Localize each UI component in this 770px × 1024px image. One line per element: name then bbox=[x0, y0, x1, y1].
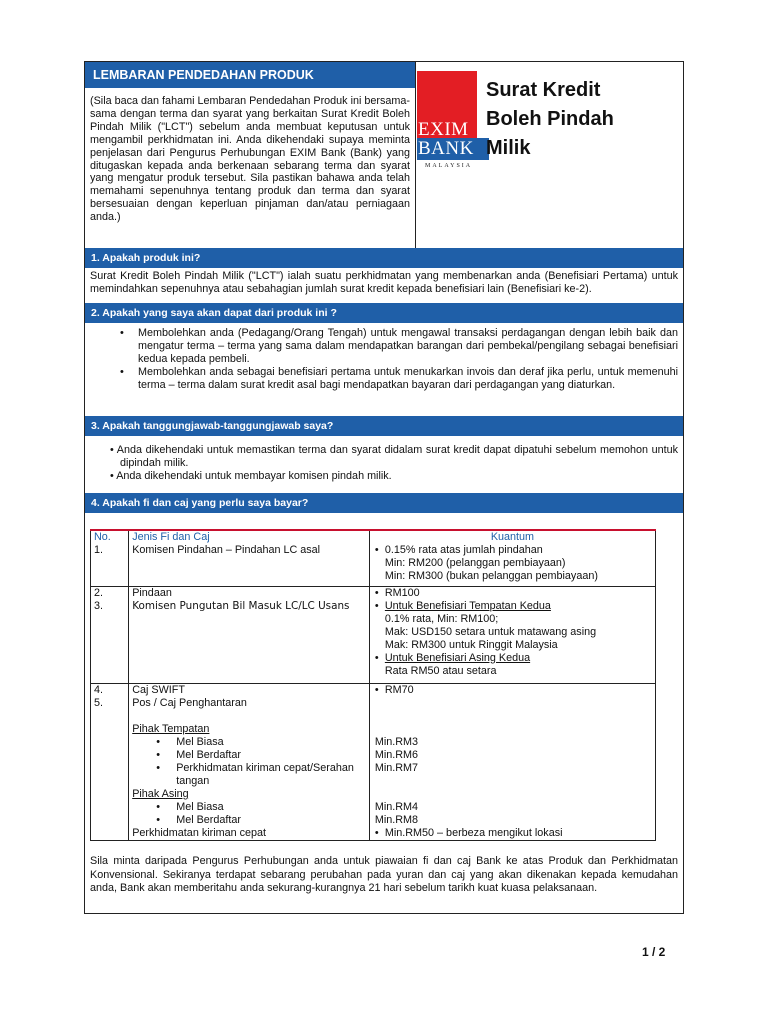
table-cell: Min.RM6 bbox=[374, 749, 419, 761]
table-cell: Min.RM7 bbox=[374, 762, 419, 774]
table-cell: • Mel Berdaftar bbox=[132, 749, 366, 762]
table-cell: Pindaan bbox=[132, 587, 172, 599]
table-cell: Mak: USD150 setara untuk matawang asing bbox=[384, 626, 597, 638]
table-cell: • Perkhidmatan kiriman cepat/Serahan tangan bbox=[132, 762, 366, 788]
table-cell: 0.1% rata, Min: RM100; bbox=[384, 613, 499, 625]
header-left bbox=[85, 62, 415, 248]
table-cell: Pihak Tempatan bbox=[132, 723, 210, 735]
table-cell: 5. bbox=[94, 697, 104, 709]
logo-text-exim: EXIM bbox=[418, 119, 469, 140]
table-cell: • Mel Biasa bbox=[132, 801, 366, 814]
section-4-heading: 4. Apakah fi dan caj yang perlu saya bayar? bbox=[85, 493, 683, 513]
sheet-description: (Sila baca dan fahami Lembaran Pendedahan Produk ini bersama-sama dengan terma dan syarat yang berkaitan Surat Kredit Boleh Pindah Milik ("LCT") sebelum anda membuat keputusan untuk mengambil perkhidmatan ini. Anda dikehendaki supaya meminta penjelasan dari Pengurus Perhubungan EXIM Bank (Bank) yang ditugaskan kepada anda berkenaan sebarang terma dan syarat yang mengatur produk tersebut. Sila pastikan bahawa anda telah memahami sepenuhnya tentang produk dan terma dan syarat bersesuaian dengan keperluan pinjaman dan/atau perniagaan anda.) bbox=[90, 95, 410, 224]
table-cell: Pihak Asing bbox=[132, 788, 189, 800]
table-cell: 4. bbox=[94, 684, 104, 696]
exim-bank-logo bbox=[417, 71, 477, 169]
table-cell: Perkhidmatan kiriman cepat bbox=[132, 827, 267, 839]
table-cell: Min: RM300 (bukan pelanggan pembiayaan) bbox=[384, 570, 598, 582]
list-item: • Membolehkan anda (Pedagang/Orang Tengah) untuk mengawal transaksi perdagangan dengan lebih baik dan mengatur terma – terma yang sama dalam mendapatkan barangan dari pembekal/pengilang sebagai benefisiari kedua kepada pembeli. bbox=[90, 327, 678, 366]
table-cell: • Mel Berdaftar bbox=[132, 814, 366, 827]
page-number: 1 / 2 bbox=[642, 945, 666, 959]
table-cell: Mak: RM300 untuk Ringgit Malaysia bbox=[384, 639, 558, 651]
col-amount-header: Kuantum bbox=[490, 531, 535, 543]
table-cell: Rata RM50 atau setara bbox=[384, 665, 497, 677]
list-item: • Anda dikehendaki untuk membayar komisen pindah milik. bbox=[90, 470, 678, 483]
table-cell: • Mel Biasa bbox=[132, 736, 366, 749]
table-cell: • RM70 bbox=[373, 684, 652, 697]
section-2-body bbox=[90, 327, 678, 392]
product-title-line-2: Boleh Pindah bbox=[486, 108, 614, 130]
section-3-heading: 3. Apakah tanggungjawab-tanggungjawab saya? bbox=[85, 416, 683, 436]
table-row bbox=[91, 587, 656, 684]
table-cell: Min.RM3 bbox=[374, 736, 419, 748]
product-title-line-1: Surat Kredit bbox=[486, 79, 601, 101]
table-cell: • 0.15% rata atas jumlah pindahan bbox=[373, 544, 652, 557]
section-1-heading: 1. Apakah produk ini? bbox=[85, 248, 683, 268]
table-cell: Komisen Pungutan Bil Masuk LC/LC Usans bbox=[132, 600, 350, 612]
table-cell: 2. bbox=[94, 587, 104, 599]
disclosure-sheet bbox=[84, 61, 684, 914]
table-cell: • Min.RM50 – berbeza mengikut lokasi bbox=[373, 827, 652, 840]
table-cell: Min.RM8 bbox=[374, 814, 419, 826]
table-cell: Pos / Caj Penghantaran bbox=[132, 697, 247, 709]
table-cell: • Untuk Benefisiari Tempatan Kedua bbox=[373, 600, 652, 613]
table-cell: 1. bbox=[94, 544, 104, 556]
table-cell: 3. bbox=[94, 600, 104, 612]
table-cell: Min.RM4 bbox=[374, 801, 419, 813]
section-1-text: Surat Kredit Boleh Pindah Milik ("LCT") ialah suatu perkhidmatan yang membenarkan anda (Benefisiari Pertama) untuk memindahkan sepenuhnya atau sebahagian jumlah surat kredit kepada benefisiari lain (Benefisiari ke-2). bbox=[90, 270, 678, 295]
table-cell: Caj SWIFT bbox=[132, 684, 185, 696]
table-cell: • RM100 bbox=[373, 587, 652, 600]
list-item: • Membolehkan anda sebagai benefisiari pertama untuk menukarkan invois dan deraf jika perlu, untuk memenuhi terma – terma dalam surat kredit asal bagi mendapatkan bayaran dari perdagangan yang diaturkan. bbox=[90, 366, 678, 392]
logo-text-bank: BANK bbox=[418, 138, 474, 159]
table-cell: Komisen Pindahan – Pindahan LC asal bbox=[132, 544, 321, 556]
section-2-heading: 2. Apakah yang saya akan dapat dari produk ini ? bbox=[85, 303, 683, 323]
col-type-header: Jenis Fi dan Caj bbox=[132, 531, 210, 543]
sheet-title: LEMBARAN PENDEDAHAN PRODUK bbox=[85, 62, 415, 88]
product-title bbox=[486, 76, 614, 163]
table-cell: Min: RM200 (pelanggan pembiayaan) bbox=[384, 557, 566, 569]
section-4-footer-text: Sila minta daripada Pengurus Perhubungan anda untuk piawaian fi dan caj Bank ke atas Produk dan Perkhidmatan Konvensional. Sekiranya terdapat sebarang perubahan pada yuran dan caj yang akan dikenakan kepada kemudahan anda, Bank akan memberitahu anda sekurang-kurangnya 21 hari sebelum tarikh kuat kuasa pelaksanaan. bbox=[90, 855, 678, 894]
col-no-header: No. bbox=[94, 531, 111, 543]
product-title-line-3: Milik bbox=[486, 137, 531, 159]
list-item: • Anda dikehendaki untuk memastikan terma dan syarat didalam surat kredit dapat dipatuhi sebelum memohon untuk dipindah milik. bbox=[90, 444, 678, 470]
section-3-body bbox=[90, 444, 678, 483]
table-row bbox=[91, 684, 656, 841]
table-header-row bbox=[91, 530, 656, 587]
header-right bbox=[415, 62, 684, 248]
logo-text-malaysia: MALAYSIA bbox=[425, 163, 473, 169]
table-cell: • Untuk Benefisiari Asing Kedua bbox=[373, 652, 652, 665]
fee-table bbox=[90, 529, 656, 841]
